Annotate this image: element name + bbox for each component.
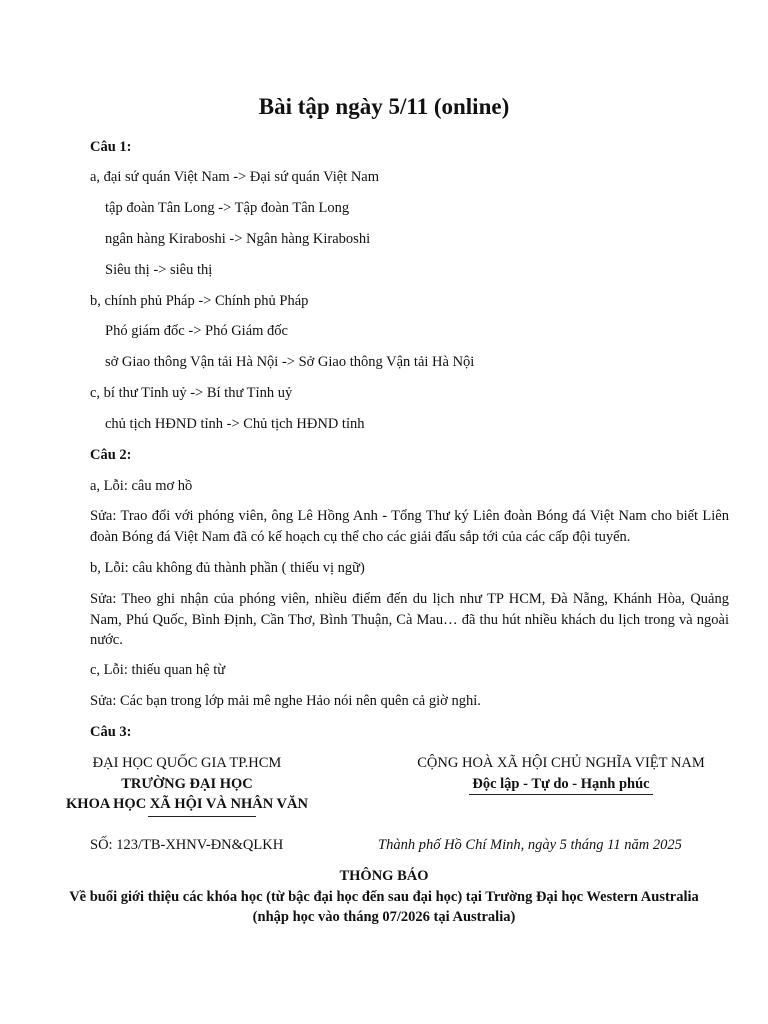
nation-line-2: Độc lập - Tự do - Hạnh phúc [472, 775, 650, 792]
q2-b-error: b, Lỗi: câu không đủ thành phần ( thiếu vị ngữ) [90, 560, 365, 576]
page-title: Bài tập ngày 5/11 (online) [258, 94, 510, 119]
org-line-2: TRƯỜNG ĐẠI HỌC [121, 775, 253, 792]
q1-line: ngân hàng Kiraboshi -> Ngân hàng Kiraboshi [105, 231, 371, 247]
place-and-date: Thành phố Hồ Chí Minh, ngày 5 tháng 11 năm 2025 [378, 837, 682, 853]
motto-underline [469, 794, 653, 795]
q1-line: Phó giám đốc -> Phó Giám đốc [105, 323, 288, 339]
issuing-organization [56, 753, 318, 815]
national-motto [400, 753, 722, 794]
q1-line-a: a, đại sứ quán Việt Nam -> Đại sứ quán Việt Nam [90, 169, 380, 185]
q1-line: sở Giao thông Vận tải Hà Nội -> Sở Giao thông Vận tải Hà Nội [105, 354, 475, 370]
notice-title: THÔNG BÁO [339, 868, 429, 884]
q2-a-fix: Sửa: Trao đổi với phóng viên, ông Lê Hồng Anh - Tổng Thư ký Liên đoàn Bóng đá Việt Nam cho biết Liên đoàn Bóng đá Việt Nam đã có kế hoạch cụ thể cho các giải đấu sắp tới của các cấp đội tuyển. [90, 508, 729, 545]
q2-b-fix: Sửa: Theo ghi nhận của phóng viên, nhiều điểm đến du lịch như TP HCM, Đà Nẵng, Khánh Hòa, Quảng Nam, Phú Quốc, Bình Định, Cần Thơ, Bình Thuận, Cà Mau… đã thu hút nhiều khách du lịch trong và ngoài nước. [90, 591, 729, 648]
q2-c-error: c, Lỗi: thiếu quan hệ từ [90, 662, 226, 678]
nation-line-1: CỘNG HOÀ XÃ HỘI CHỦ NGHĨA VIỆT NAM [417, 755, 705, 771]
org-line-3: KHOA HỌC XÃ HỘI VÀ NHÂN VĂN [66, 796, 308, 812]
q1-line: Siêu thị -> siêu thị [105, 262, 213, 278]
document-number: SỐ: 123/TB-XHNV-ĐN&QLKH [90, 837, 284, 853]
org-line-1: ĐẠI HỌC QUỐC GIA TP.HCM [92, 755, 282, 771]
q2-c-fix: Sửa: Các bạn trong lớp mải mê nghe Hảo nói nên quên cả giờ nghỉ. [90, 693, 481, 709]
q1-line-c: c, bí thư Tỉnh uỷ -> Bí thư Tỉnh uỷ [90, 385, 293, 401]
q2-a-error: a, Lỗi: câu mơ hồ [90, 478, 193, 494]
notice-subject-line-1: Về buổi giới thiệu các khóa học (từ bậc đại học đến sau đại học) tại Trường Đại học Western Australia [69, 889, 699, 905]
q1-line: chủ tịch HĐND tỉnh -> Chủ tịch HĐND tỉnh [105, 416, 365, 432]
q1-line: tập đoàn Tân Long -> Tập đoàn Tân Long [105, 200, 350, 216]
notice-subject-line-2: (nhập học vào tháng 07/2026 tại Australia) [252, 909, 516, 925]
question-2-heading: Câu 2: [90, 447, 132, 463]
question-1-heading: Câu 1: [90, 139, 132, 155]
q1-line-b: b, chính phủ Pháp -> Chính phủ Pháp [90, 293, 309, 309]
question-3-heading: Câu 3: [90, 724, 132, 740]
org-underline [148, 816, 256, 817]
